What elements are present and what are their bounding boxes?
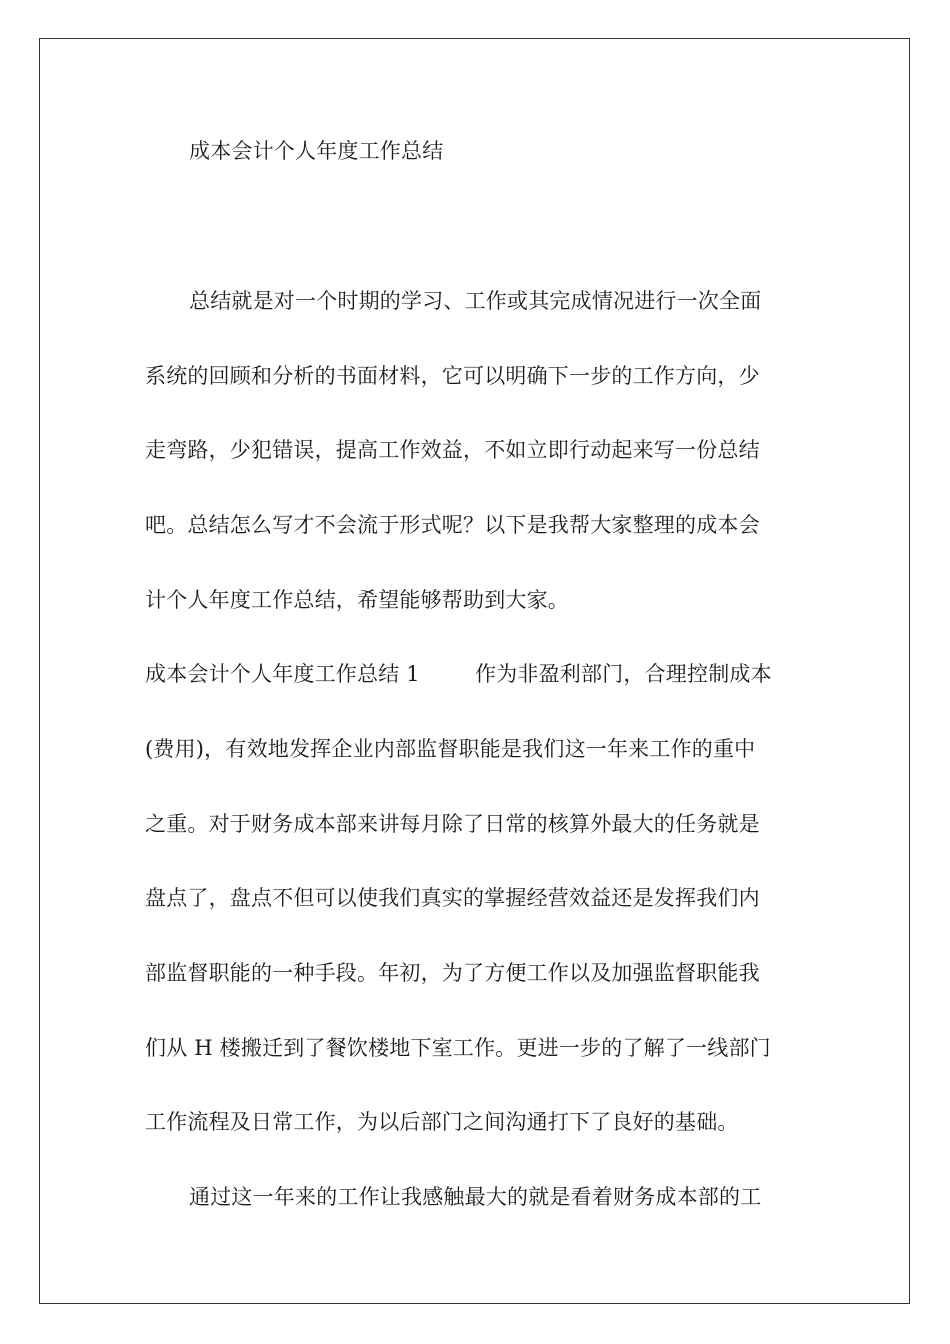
- section1-first-line-text: 作为非盈利部门，合理控制成本: [475, 662, 772, 686]
- intro-line-4: 吧。总结怎么写才不会流于形式呢？以下是我帮大家整理的成本会: [145, 513, 760, 537]
- section1-line-5: 部监督职能的一种手段。年初，为了方便工作以及加强监督职能我: [145, 961, 760, 985]
- section1-first-line: [145, 659, 795, 689]
- intro-line-1: 总结就是对一个时期的学习、工作或其完成情况进行一次全面: [189, 289, 762, 313]
- intro-line-2: 系统的回顾和分析的书面材料，它可以明确下一步的工作方向，少: [145, 364, 760, 388]
- section1-line-6: 们从 H 楼搬迁到了餐饮楼地下室工作。更进一步的了解了一线部门: [145, 1036, 771, 1060]
- section1-paragraph2-line-1: 通过这一年来的工作让我感触最大的就是看着财务成本部的工: [189, 1185, 762, 1209]
- section1-line-3: 之重。对于财务成本部来讲每月除了日常的核算外最大的任务就是: [145, 812, 760, 836]
- section1-line-7: 工作流程及日常工作，为以后部门之间沟通打下了良好的基础。: [145, 1110, 739, 1134]
- section1-line-4: 盘点了，盘点不但可以使我们真实的掌握经营效益还是发挥我们内: [145, 886, 760, 910]
- section1-heading: 成本会计个人年度工作总结 1: [145, 662, 420, 686]
- intro-line-5: 计个人年度工作总结，希望能够帮助到大家。: [145, 588, 569, 612]
- intro-line-3: 走弯路，少犯错误，提高工作效益，不如立即行动起来写一份总结: [145, 438, 760, 462]
- section1-line-2: (费用)，有效地发挥企业内部监督职能是我们这一年来工作的重中: [145, 737, 756, 761]
- document-title: 成本会计个人年度工作总结: [189, 139, 444, 163]
